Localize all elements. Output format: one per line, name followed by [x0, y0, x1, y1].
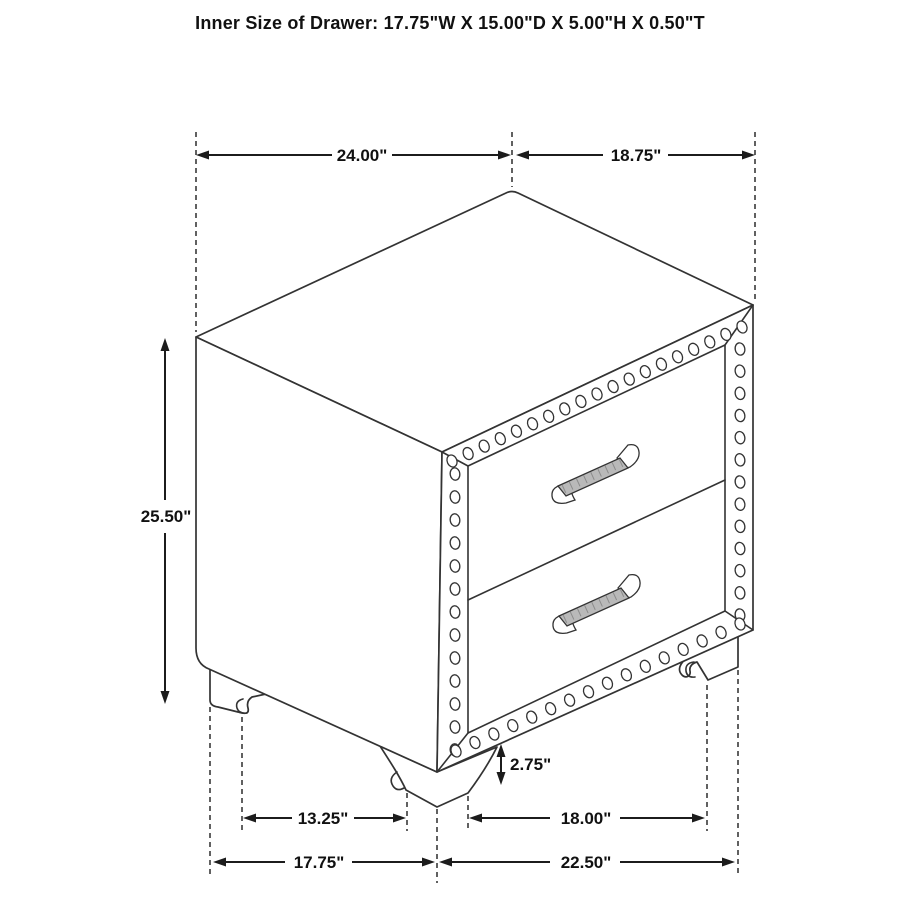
dim-label-height: 25.50" — [140, 507, 192, 526]
dim-label-top-depth: 18.75" — [610, 146, 662, 165]
dim-label-leg-inner-front: 13.25" — [297, 809, 349, 828]
dim-label-leg-inner-side: 18.00" — [560, 809, 612, 828]
dim-label-leg-outer-side: 22.50" — [560, 853, 612, 872]
dim-label-leg-height: 2.75" — [510, 755, 552, 774]
dim-label-top-width: 24.00" — [336, 146, 388, 165]
page-title: Inner Size of Drawer: 17.75"W X 15.00"D X 5.00"H X 0.50"T — [195, 13, 705, 33]
dim-label-leg-outer-front: 17.75" — [293, 853, 345, 872]
nightstand-body — [196, 192, 753, 808]
